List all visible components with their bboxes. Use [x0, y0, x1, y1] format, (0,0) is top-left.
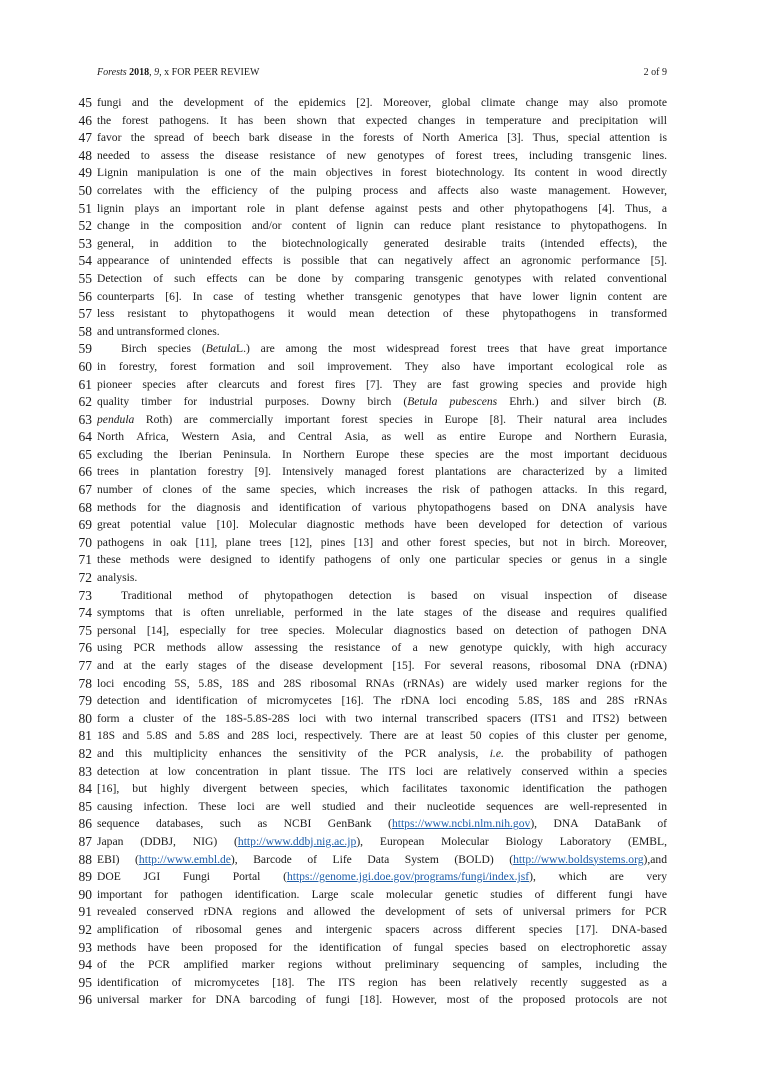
line-text	[97, 921, 667, 939]
review-label: , x FOR PEER REVIEW	[159, 67, 260, 78]
line-text	[97, 499, 667, 517]
line-text	[97, 974, 667, 992]
line-number: 79	[78, 693, 92, 709]
line-number: 60	[78, 358, 92, 374]
text-line	[0, 129, 764, 147]
line-number: 46	[78, 112, 92, 128]
text-line	[0, 534, 764, 552]
text-segment: general, in addition to the biotechnologically generated desirable traits (intended effects), the	[97, 236, 667, 250]
text-line	[0, 428, 764, 446]
text-segment: excluding the Iberian Peninsula. In Northern Europe these species are the most important deciduous	[97, 447, 667, 461]
text-segment: favor the spread of beech bark disease in the forests of North America [3]. Thus, special attention is	[97, 131, 667, 145]
url-link[interactable]: https://www.ncbi.nlm.nih.gov	[391, 817, 531, 831]
text-line	[0, 182, 764, 200]
line-number: 93	[78, 939, 92, 955]
line-text	[97, 622, 667, 640]
text-line	[0, 727, 764, 745]
text-line	[0, 551, 764, 569]
line-text	[97, 851, 667, 869]
line-text	[97, 182, 667, 200]
line-text	[97, 217, 667, 235]
line-text	[97, 358, 667, 376]
text-segment: sequence databases, such as NCBI GenBank (	[97, 817, 392, 831]
line-number: 54	[78, 253, 92, 269]
line-number: 71	[78, 552, 92, 568]
text-segment: quality timber for industrial purposes. Downy birch (	[97, 395, 408, 409]
line-number: 61	[78, 376, 92, 392]
text-line	[0, 903, 764, 921]
text-line	[0, 798, 764, 816]
line-number: 83	[78, 763, 92, 779]
line-text	[97, 481, 667, 499]
line-text	[97, 94, 667, 112]
text-line	[0, 270, 764, 288]
text-segment: and this multiplicity enhances the sensitivity of the PCR analysis,	[97, 746, 490, 760]
line-number: 84	[78, 781, 92, 797]
text-segment: and untransformed clones.	[97, 324, 220, 338]
line-number: 59	[78, 341, 92, 357]
line-text	[97, 692, 667, 710]
italic-text: i.e.	[489, 746, 504, 760]
line-number: 73	[78, 587, 92, 603]
line-text	[97, 798, 667, 816]
text-line	[0, 235, 764, 253]
line-number: 95	[78, 974, 92, 990]
text-segment: pioneer species after clearcuts and forest fires [7]. They are fast growing species and provide high	[97, 377, 667, 391]
line-text	[97, 200, 667, 218]
line-text	[97, 516, 667, 534]
text-line	[0, 639, 764, 657]
line-text	[97, 710, 667, 728]
text-segment: of the PCR amplified marker regions without preliminary sequencing of samples, including the	[97, 958, 667, 972]
text-segment: lignin plays an important role in plant defense against pests and other phytopathogens [4]. Thus, a	[97, 201, 667, 215]
text-segment: detection at low concentration in plant tissue. The ITS loci are relatively conserved within a species	[97, 764, 667, 778]
text-line	[0, 815, 764, 833]
line-text	[97, 833, 667, 851]
text-segment: counterparts [6]. In case of testing whether transgenic genotypes that have lower lignin content are	[97, 289, 667, 303]
text-line	[0, 886, 764, 904]
line-text	[97, 235, 667, 253]
text-segment: these methods were designed to identify pathogens of only one particular species or genus in a single	[97, 553, 667, 567]
url-link[interactable]: http://www.ddbj.nig.ac.jp	[237, 834, 357, 848]
journal-volume: 9	[154, 67, 160, 78]
text-line	[0, 499, 764, 517]
line-number: 77	[78, 658, 92, 673]
line-number: 81	[78, 728, 92, 744]
text-segment: Birch species (	[121, 342, 206, 356]
text-line	[0, 780, 764, 798]
text-line	[0, 622, 764, 640]
text-segment: in forestry, forest formation and soil improvement. They also have important ecological role as	[97, 359, 667, 373]
text-segment: correlates with the efficiency of the pulping process and affects also waste management. However,	[97, 183, 667, 197]
line-number: 47	[78, 130, 92, 146]
text-segment: 18S and 5.8S and 5.8S and 28S loci, respectively. There are at least 50 copies of this cluster per genome,	[97, 729, 667, 743]
text-line	[0, 323, 764, 341]
line-number: 75	[78, 622, 92, 638]
text-segment: personal [14], especially for tree species. Molecular diagnostics based on detection of pathogen DNA	[97, 623, 667, 637]
text-segment: revealed conserved rDNA regions and allowed the development of sets of universal primers for PCR	[97, 905, 667, 919]
line-text	[97, 129, 667, 147]
line-text	[97, 270, 667, 288]
text-line	[0, 112, 764, 130]
line-number: 53	[78, 235, 92, 251]
text-segment: Lignin manipulation is one of the main objectives in forest biotechnology. Its content in wood directly	[97, 166, 667, 180]
text-line	[0, 147, 764, 165]
text-segment: DOE JGI Fungi Portal (	[97, 870, 287, 884]
line-text	[97, 164, 667, 182]
line-number: 76	[78, 640, 92, 656]
line-number: 58	[78, 323, 92, 339]
line-number: 55	[78, 270, 92, 286]
text-line	[0, 657, 764, 675]
line-number: 89	[78, 869, 92, 885]
text-line	[0, 745, 764, 763]
text-line	[0, 974, 764, 992]
line-number: 85	[78, 798, 92, 814]
text-segment: the probability of pathogen	[503, 746, 667, 760]
line-text	[97, 675, 667, 693]
line-number: 62	[78, 394, 92, 410]
line-text	[97, 112, 667, 130]
text-line	[0, 411, 764, 429]
line-text	[97, 340, 667, 358]
text-line	[0, 358, 764, 376]
body-text	[0, 94, 764, 1009]
line-text	[97, 604, 667, 622]
text-line	[0, 393, 764, 411]
line-number: 67	[78, 482, 92, 498]
line-text	[97, 393, 667, 411]
line-number: 94	[78, 957, 92, 973]
text-line	[0, 340, 764, 358]
text-line	[0, 939, 764, 957]
text-segment: appearance of unintended effects is possible that can negatively affect an agronomic performance [5].	[97, 254, 667, 268]
text-segment: causing infection. These loci are well studied and their nucleotide sequences are well-represented in	[97, 799, 667, 813]
url-link[interactable]: http://www.boldsystems.org	[513, 852, 644, 866]
text-segment: less resistant to phytopathogens it would mean detection of these phytopathogens in transformed	[97, 307, 667, 321]
text-segment: loci encoding 5S, 5.8S, 18S and 28S ribosomal RNAs (rRNAs) are widely used marker regions for the	[97, 676, 667, 690]
line-text	[97, 252, 667, 270]
line-number: 49	[78, 165, 92, 181]
line-number: 69	[78, 517, 92, 533]
line-text	[97, 428, 667, 446]
text-segment: North Africa, Western Asia, and Central Asia, as well as entire Europe and Northern Eurasia,	[97, 430, 667, 444]
text-segment: L.) are among the most widespread forest trees that have great importance	[236, 342, 667, 356]
text-segment: trees in plantation forestry [9]. Intensively managed forest plantations are characterized by a limited	[97, 465, 667, 479]
url-link[interactable]: http://www.embl.de	[138, 852, 231, 866]
text-segment: number of clones of the same species, which increases the risk of pathogen attacks. In this regard,	[97, 483, 667, 497]
italic-text: pendula	[97, 412, 135, 426]
line-text	[97, 956, 667, 974]
line-text	[97, 815, 667, 833]
text-segment: ), European Molecular Biology Laboratory (EMBL,	[356, 834, 667, 848]
text-segment: form a cluster of the 18S-5.8S-28S loci with two internal transcribed spacers (ITS1 and ITS2) between	[97, 711, 667, 725]
text-line	[0, 921, 764, 939]
line-number: 72	[78, 570, 92, 586]
line-text	[97, 411, 667, 429]
page-number: 2 of 9	[643, 67, 667, 78]
text-segment: Ehrh.) and silver birch (	[497, 395, 658, 409]
text-segment: ), Barcode of Life Data System (BOLD) (	[230, 852, 514, 866]
line-number: 90	[78, 886, 92, 902]
line-number: 88	[78, 851, 92, 867]
text-line	[0, 851, 764, 869]
text-segment: identification of micromycetes [18]. The ITS region has been relatively recently suggested as a	[97, 975, 667, 989]
text-segment: ), DNA DataBank of	[530, 817, 667, 831]
text-line	[0, 604, 764, 622]
text-line	[0, 288, 764, 306]
line-text	[97, 868, 667, 886]
italic-text: Betula	[205, 342, 237, 356]
text-line	[0, 164, 764, 182]
line-number: 57	[78, 306, 92, 322]
text-segment: ),and	[643, 852, 667, 866]
text-segment: Traditional method of phytopathogen detection is based on visual inspection of disease	[121, 588, 667, 602]
text-segment: important for pathogen identification. Large scale molecular genetic studies of different fungi have	[97, 887, 667, 901]
text-segment: Roth) are commercially important forest species in Europe [8]. Their natural area includes	[134, 412, 667, 426]
line-text	[97, 780, 667, 798]
text-line	[0, 763, 764, 781]
text-line	[0, 252, 764, 270]
text-segment: amplification of ribosomal genes and intergenic spacers across different species [17]. DNA-based	[97, 922, 667, 936]
line-number: 96	[78, 992, 92, 1008]
text-segment: change in the composition and/or content of lignin can reduce plant resistance to phytopathogens. In	[97, 219, 667, 233]
line-number: 68	[78, 499, 92, 515]
line-number: 45	[78, 95, 92, 110]
text-line	[0, 710, 764, 728]
text-segment: ), which are very	[529, 870, 667, 884]
url-link[interactable]: https://genome.jgi.doe.gov/programs/fungi/index.jsf	[286, 870, 530, 884]
text-line	[0, 569, 764, 587]
line-text	[97, 886, 667, 904]
line-text	[97, 745, 667, 763]
text-line	[0, 991, 764, 1009]
italic-text: B.	[657, 395, 667, 409]
text-segment: methods for the diagnosis and identification of various phytopathogens based on DNA analysis have	[97, 500, 667, 514]
line-text	[97, 463, 667, 481]
text-segment: symptoms that is often unreliable, performed in the late stages of the disease and requires qualified	[97, 606, 667, 620]
line-text	[97, 587, 667, 605]
text-line	[0, 200, 764, 218]
line-number: 87	[78, 833, 92, 849]
text-line	[0, 587, 764, 605]
text-line	[0, 481, 764, 499]
text-segment: Detection of such effects can be done by comparing transgenic genotypes with related conventional	[97, 271, 667, 285]
line-text	[97, 639, 667, 657]
text-segment: fungi and the development of the epidemics [2]. Moreover, global climate change may also promote	[97, 96, 667, 109]
text-segment: the forest pathogens. It has been shown that expected changes in temperature and precipitation will	[97, 113, 667, 127]
text-line	[0, 675, 764, 693]
text-line	[0, 305, 764, 323]
line-number: 80	[78, 710, 92, 726]
page-header	[97, 66, 667, 80]
line-text	[97, 147, 667, 165]
line-number: 82	[78, 745, 92, 761]
line-number: 52	[78, 218, 92, 234]
text-segment: needed to assess the disease resistance of new genotypes of forest trees, including transgenic lines.	[97, 148, 667, 162]
line-text	[97, 903, 667, 921]
text-line	[0, 94, 764, 112]
line-number: 91	[78, 904, 92, 920]
line-number: 65	[78, 446, 92, 462]
line-text	[97, 376, 667, 394]
running-head: Forests 2018, 9, x FOR PEER REVIEW	[97, 67, 260, 78]
text-line	[0, 868, 764, 886]
text-line	[0, 217, 764, 235]
text-segment: pathogens in oak [11], plane trees [12], pines [13] and other forest species, but not in birch. Moreover,	[97, 535, 667, 549]
text-segment: analysis.	[97, 571, 138, 585]
line-number: 78	[78, 675, 92, 691]
text-line	[0, 446, 764, 464]
journal-year: 2018	[129, 67, 150, 78]
line-text	[97, 534, 667, 552]
line-number: 92	[78, 921, 92, 937]
text-segment: Japan (DDBJ, NIG) (	[97, 834, 238, 848]
line-text	[97, 727, 667, 745]
journal-name: Forests	[97, 67, 127, 78]
line-number: 50	[78, 182, 92, 198]
text-segment: EBI) (	[97, 852, 139, 866]
text-segment: methods have been proposed for the identification of fungal species based on electrophoretic assay	[97, 940, 667, 954]
line-text	[97, 551, 667, 569]
text-segment: detection and identification of micromycetes [16]. The rDNA loci encoding 5.8S, 18S and 28S rRNAs	[97, 694, 667, 708]
text-line	[0, 463, 764, 481]
text-line	[0, 833, 764, 851]
line-number: 63	[78, 411, 92, 427]
line-text	[97, 323, 667, 341]
text-segment: using PCR methods allow assessing the resistance of a new genotype quickly, with high accuracy	[97, 641, 667, 655]
italic-text: Betula pubescens	[407, 395, 498, 409]
line-text	[97, 446, 667, 464]
text-line	[0, 692, 764, 710]
line-text	[97, 991, 667, 1009]
text-line	[0, 516, 764, 534]
line-number: 74	[78, 605, 92, 621]
text-segment: great potential value [10]. Molecular diagnostic methods have been developed for detection of various	[97, 518, 667, 532]
text-segment: universal marker for DNA barcoding of fungi [18]. However, most of the proposed protocols are not	[97, 993, 667, 1007]
line-number: 66	[78, 464, 92, 480]
text-segment: [16], but highly divergent between species, which facilitates taxonomic identification the pathogen	[97, 782, 667, 796]
text-line	[0, 376, 764, 394]
text-line	[0, 956, 764, 974]
line-text	[97, 939, 667, 957]
line-number: 86	[78, 816, 92, 832]
line-text	[97, 569, 667, 587]
line-number: 64	[78, 429, 92, 445]
line-number: 51	[78, 200, 92, 216]
line-number: 48	[78, 147, 92, 163]
line-text	[97, 288, 667, 306]
line-text	[97, 763, 667, 781]
line-number: 70	[78, 534, 92, 550]
line-number: 56	[78, 288, 92, 304]
text-segment: and at the early stages of the disease development [15]. For several reasons, ribosomal DNA (rDNA)	[97, 659, 667, 672]
line-text	[97, 305, 667, 323]
line-text	[97, 657, 667, 675]
